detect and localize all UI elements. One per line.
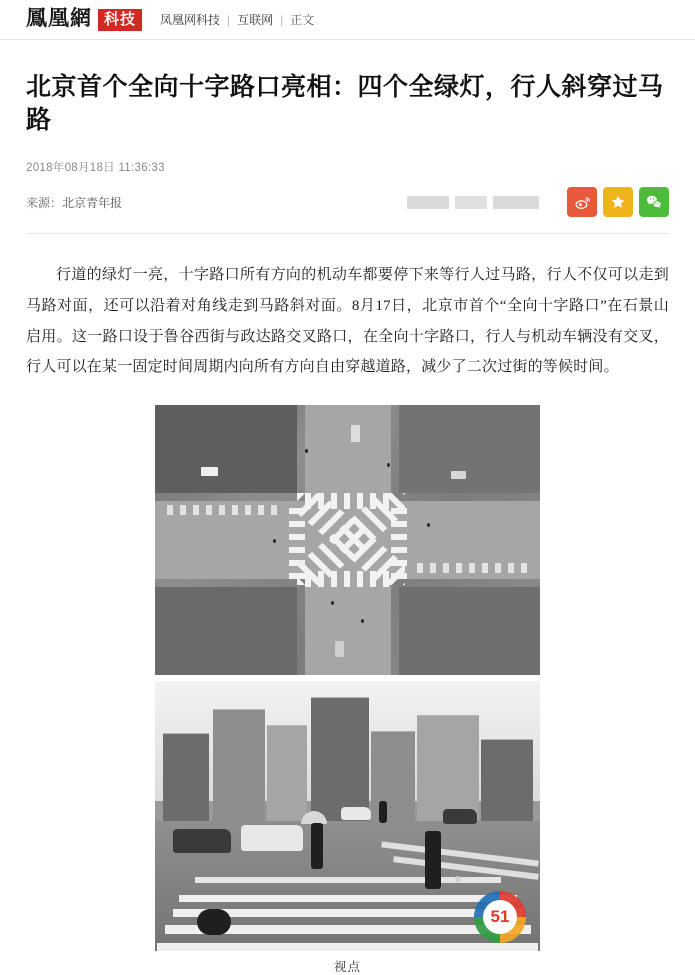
aerial-pedestrian bbox=[273, 539, 276, 543]
image-watermark bbox=[474, 891, 526, 943]
aerial-approach-marking-west bbox=[167, 505, 279, 515]
source-label: 来源： bbox=[26, 195, 63, 210]
aerial-pedestrian bbox=[305, 449, 308, 453]
watermark-text: 51 bbox=[483, 900, 517, 934]
street-pedestrian bbox=[425, 831, 441, 889]
article-source bbox=[26, 194, 122, 211]
street-building bbox=[417, 715, 479, 824]
aerial-vehicle bbox=[451, 471, 466, 479]
logo-text: 鳳凰網 bbox=[26, 6, 92, 30]
article-body: 行道的绿灯一亮，十字路口所有方向的机动车都要停下来等行人过马路，行人不仅可以走到马路对面，还可以沿着对角线走到马路斜对面。8月17日，北京市首个“全向十字路口”在石景山启用。这一路口设于鲁谷西街与政达路交叉路口，在全向十字路口，行人与机动车辆没有交叉，行人可以在某一固定时间周期内向所有方向自由穿越道路，减少了二次过街的等候时间。 bbox=[26, 267, 669, 376]
weibo-share-button[interactable] bbox=[567, 187, 597, 217]
aerial-block-se bbox=[399, 587, 540, 675]
street-vehicle bbox=[241, 825, 303, 851]
article-figures bbox=[26, 405, 669, 975]
street-pedestrian bbox=[379, 801, 387, 823]
figure-caption: 视点 bbox=[333, 960, 361, 974]
aerial-block-nw bbox=[155, 405, 297, 493]
article-meta-row bbox=[26, 187, 669, 217]
blurred-block-2 bbox=[455, 196, 487, 209]
breadcrumb-item-site[interactable]: 凤凰网科技 bbox=[160, 13, 221, 27]
logo-channel-badge: 科技 bbox=[98, 9, 142, 31]
blurred-block-1 bbox=[407, 196, 449, 209]
breadcrumb-separator-1: | bbox=[227, 12, 231, 27]
street-vehicle bbox=[443, 809, 477, 824]
figure-street-level bbox=[155, 681, 540, 951]
article-container bbox=[0, 72, 695, 975]
street-vehicle bbox=[173, 829, 231, 853]
street-building bbox=[163, 733, 209, 824]
street-vehicle bbox=[341, 807, 371, 820]
aerial-block-ne bbox=[399, 405, 540, 493]
article-timestamp: 2018年08月18日 11:36:33 bbox=[26, 162, 165, 174]
aerial-vehicle bbox=[335, 641, 344, 657]
street-pedestrian bbox=[197, 909, 231, 935]
street-building bbox=[213, 709, 265, 824]
favorite-button[interactable] bbox=[603, 187, 633, 217]
street-crosswalk-stripe bbox=[179, 895, 517, 902]
share-toolbar bbox=[407, 187, 669, 217]
header-divider bbox=[26, 233, 669, 234]
site-logo[interactable] bbox=[26, 8, 142, 31]
breadcrumb bbox=[160, 11, 314, 28]
street-pedestrian bbox=[311, 823, 323, 869]
source-name: 北京青年报 bbox=[62, 195, 123, 210]
street-crosswalk-stripe bbox=[157, 943, 538, 951]
wechat-icon bbox=[645, 193, 663, 211]
aerial-vehicle bbox=[201, 467, 218, 476]
weibo-icon bbox=[574, 194, 591, 211]
street-lens-flare bbox=[455, 876, 461, 882]
breadcrumb-separator-2: | bbox=[280, 12, 284, 27]
site-header bbox=[0, 0, 695, 40]
aerial-block-sw bbox=[155, 587, 297, 675]
aerial-pedestrian bbox=[427, 523, 430, 527]
star-icon bbox=[610, 194, 626, 210]
breadcrumb-item-current: 正文 bbox=[290, 13, 315, 27]
aerial-approach-marking-east bbox=[417, 563, 529, 573]
aerial-vehicle bbox=[351, 425, 360, 442]
aerial-pedestrian bbox=[361, 619, 364, 623]
street-building bbox=[481, 739, 533, 824]
street-building bbox=[267, 725, 307, 824]
aerial-pedestrian bbox=[331, 601, 334, 605]
street-building bbox=[311, 697, 369, 824]
blurred-share-placeholder bbox=[407, 196, 539, 209]
figure-aerial-intersection bbox=[155, 405, 540, 675]
blurred-block-3 bbox=[493, 196, 539, 209]
aerial-pedestrian bbox=[387, 463, 390, 467]
wechat-share-button[interactable] bbox=[639, 187, 669, 217]
breadcrumb-item-category[interactable]: 互联网 bbox=[237, 13, 274, 27]
street-building bbox=[371, 731, 415, 824]
page-title: 北京首个全向十字路口亮相：四个全绿灯，行人斜穿过马路 bbox=[26, 74, 664, 134]
